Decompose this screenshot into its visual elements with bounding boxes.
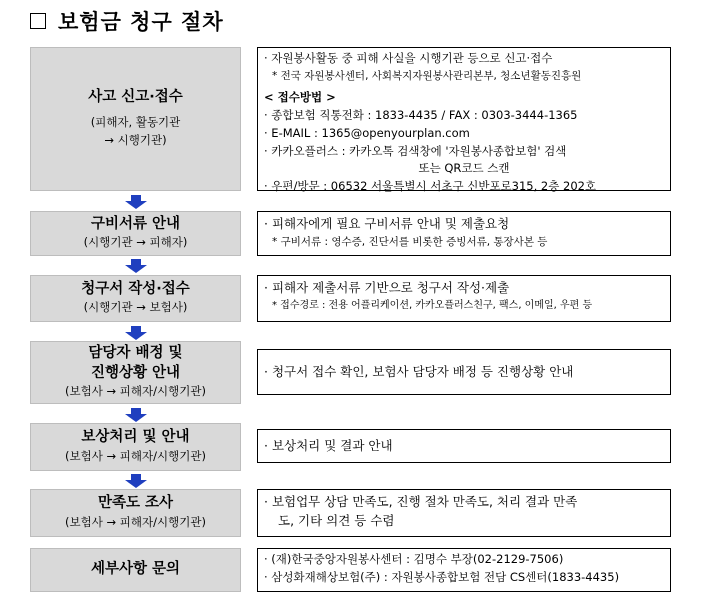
step-1-label-box <box>30 47 241 191</box>
step-1-detail-box <box>257 47 671 194</box>
page-title: 보험금 청구 절차 <box>58 10 224 34</box>
step-5-detail-box <box>257 429 671 463</box>
step-1-line-5: · 우편/방문 : 06532 서울특별시 서초구 신반포로315, 2층 202호 <box>264 179 597 194</box>
step-5-main: · 보상처리 및 결과 안내 <box>264 437 393 453</box>
step-1-sub-2: → 시행기관) <box>104 132 167 147</box>
step-6-detail-box <box>257 489 671 537</box>
step-6-main: · 보험업무 상담 만족도, 진행 절차 만족도, 처리 결과 만족 <box>264 494 578 509</box>
step-6-label-box <box>30 489 241 537</box>
step-1-line-1: · 종합보험 직통전화 : 1833-4435 / FAX : 0303-3444-1365 <box>264 107 578 122</box>
step-1-sub-1: (피해자, 활동기관 <box>90 114 181 129</box>
step-4-name-line-2: 진행상황 안내 <box>90 364 181 381</box>
step-6-sub: (보험사 → 피해자/시행기관) <box>65 514 206 529</box>
step-1-line-4: 또는 QR코드 스캔 <box>418 161 510 176</box>
step-6-name: 만족도 조사 <box>97 495 174 512</box>
step-7-label-box <box>30 548 241 592</box>
step-1-name: 사고 신고·접수 <box>88 89 183 106</box>
step-2-sub: (시행기관 → 피해자) <box>83 235 188 250</box>
step-4-name-line-1: 담당자 배정 및 <box>88 345 183 362</box>
step-7-name: 세부사항 문의 <box>90 561 181 578</box>
step-7-line-2: · 삼성화재해상보험(주) : 자원봉사종합보험 전담 CS센터(1833-4435) <box>264 569 620 584</box>
step-5-sub: (보험사 → 피해자/시행기관) <box>65 448 206 463</box>
down-arrow-icon <box>125 326 147 340</box>
checkbox-square-icon <box>30 13 46 29</box>
step-2-label-box <box>30 211 241 256</box>
step-4-main: · 청구서 접수 확인, 보험사 담당자 배정 등 진행상황 안내 <box>264 363 574 379</box>
step-1-heading: < 접수방법 > <box>264 90 336 105</box>
step-7-detail-box <box>257 548 671 592</box>
step-2-name: 구비서류 안내 <box>90 215 181 232</box>
step-2-main: · 피해자에게 필요 구비서류 안내 및 제출요청 <box>264 216 510 231</box>
down-arrow-icon <box>125 195 147 209</box>
step-1-line-3: · 카카오플러스 : 카카오톡 검색창에 '자원봉사종합보험' 검색 <box>264 143 567 158</box>
step-3-detail-box <box>257 275 671 322</box>
down-arrow-icon <box>125 408 147 422</box>
step-1-main: · 자원봉사활동 중 피해 사실을 시행기관 등으로 신고·접수 <box>264 51 553 65</box>
step-3-note: * 접수경로 : 전용 어플리케이션, 카카오플러스친구, 팩스, 이메일, 우편 등 <box>272 299 593 311</box>
step-3-name: 청구서 작성·접수 <box>81 280 190 297</box>
step-5-label-box <box>30 423 241 471</box>
step-4-detail-box <box>257 349 671 395</box>
step-5-name: 보상처리 및 안내 <box>81 429 190 446</box>
step-4-sub: (보험사 → 피해자/시행기관) <box>65 384 206 399</box>
step-4-label-box <box>30 341 241 404</box>
step-2-note: * 구비서류 : 영수증, 진단서를 비롯한 증빙서류, 통장사본 등 <box>272 235 548 248</box>
step-3-main: · 피해자 제출서류 기반으로 청구서 작성·제출 <box>264 280 510 295</box>
down-arrow-icon <box>125 474 147 488</box>
step-2-detail-box <box>257 211 671 256</box>
step-3-label-box <box>30 275 241 322</box>
page-title-row <box>30 6 224 36</box>
step-1-line-2: · E-MAIL : 1365@openyourplan.com <box>264 125 470 140</box>
down-arrow-icon <box>125 259 147 273</box>
step-6-main-2: 도, 기타 의견 등 수렴 <box>278 512 395 528</box>
step-1-note: * 전국 자원봉사센터, 사회복지자원봉사관리본부, 청소년활동진흥원 <box>272 69 582 82</box>
step-7-line-1: · (재)한국중앙자원봉사센터 : 김명수 부장(02-2129-7506) <box>264 552 564 566</box>
step-3-sub: (시행기관 → 보험사) <box>83 300 188 315</box>
